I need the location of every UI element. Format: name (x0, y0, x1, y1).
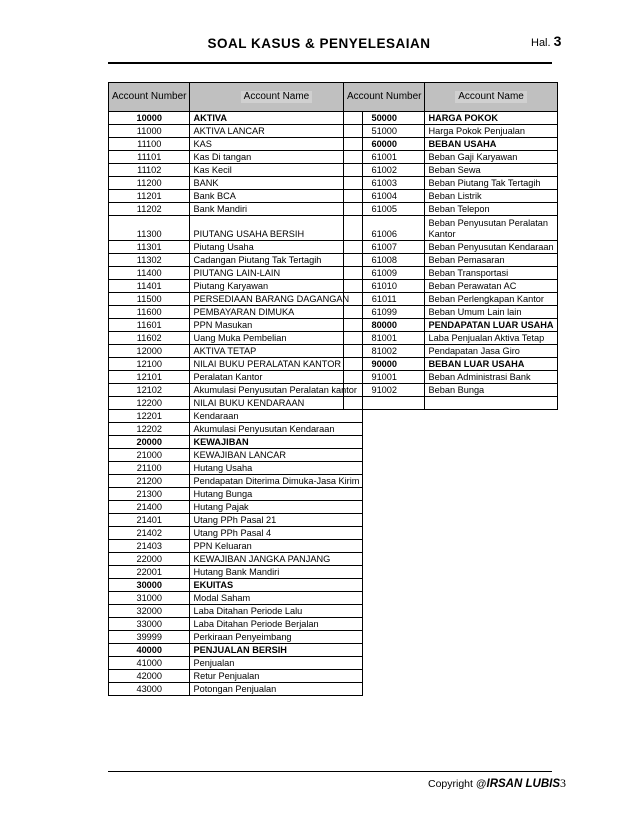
table-row (109, 579, 363, 592)
table-row (109, 436, 363, 449)
table-row (109, 540, 363, 553)
table-row (344, 151, 558, 164)
account-name-cell: KEWAJIBAN (190, 436, 363, 449)
account-number-cell: 21200 (109, 475, 190, 488)
account-number-cell: 61011 (344, 293, 425, 306)
accounts-table-right (343, 82, 558, 410)
account-number-cell: 33000 (109, 618, 190, 631)
account-number-cell: 21403 (109, 540, 190, 553)
table-row (109, 138, 363, 151)
table-row (344, 203, 558, 216)
account-number-cell: 81002 (344, 345, 425, 358)
table-row (344, 293, 558, 306)
account-number-cell: 11102 (109, 164, 190, 177)
account-name-cell: Beban Pemasaran (425, 254, 557, 267)
table-row (109, 475, 363, 488)
account-number-cell: 61008 (344, 254, 425, 267)
account-number-cell: 11400 (109, 267, 190, 280)
account-name-cell: PIUTANG USAHA BERSIH (190, 216, 363, 241)
account-name-cell: Cadangan Piutang Tak Tertagih (190, 254, 363, 267)
copyright (428, 778, 560, 790)
table-row (344, 384, 558, 397)
account-name-cell: Bank BCA (190, 190, 363, 203)
account-number-cell: 11300 (109, 216, 190, 241)
table-row (344, 397, 558, 410)
account-number-cell: 11500 (109, 293, 190, 306)
account-name-cell: Bank Mandiri (190, 203, 363, 216)
table-row (109, 397, 363, 410)
table-row (109, 280, 363, 293)
account-name-cell: Kendaraan (190, 410, 363, 423)
account-name-cell: BEBAN USAHA (425, 138, 557, 151)
table-row (109, 527, 363, 540)
account-name-cell: PEMBAYARAN DIMUKA (190, 306, 363, 319)
table-row (109, 683, 363, 696)
account-name-cell: Potongan Penjualan (190, 683, 363, 696)
account-name-cell: Beban Administrasi Bank (425, 371, 557, 384)
page-indicator (531, 33, 561, 49)
account-name-cell: Hutang Pajak (190, 501, 363, 514)
accounts-table-left (108, 82, 363, 696)
account-number-cell: 90000 (344, 358, 425, 371)
account-number-cell: 91001 (344, 371, 425, 384)
table-row (344, 319, 558, 332)
table-row (109, 566, 363, 579)
table-row (109, 151, 363, 164)
account-number-cell: 61007 (344, 241, 425, 254)
account-number-cell: 12102 (109, 384, 190, 397)
table-row (109, 657, 363, 670)
table-row (109, 332, 363, 345)
account-number-cell: 91002 (344, 384, 425, 397)
account-number-cell: 20000 (109, 436, 190, 449)
account-number-cell: 11601 (109, 319, 190, 332)
account-number-cell: 21000 (109, 449, 190, 462)
table-row (109, 306, 363, 319)
table-row (109, 618, 363, 631)
account-number-cell: 12200 (109, 397, 190, 410)
account-name-cell: KAS (190, 138, 363, 151)
account-name-cell: Akumulasi Penyusutan Peralatan kantor (190, 384, 363, 397)
account-name-cell: Beban Piutang Tak Tertagih (425, 177, 557, 190)
account-number-cell: 61009 (344, 267, 425, 280)
table-row (109, 203, 363, 216)
account-name-cell: NILAI BUKU KENDARAAN (190, 397, 363, 410)
table-row (109, 345, 363, 358)
account-name-cell: Laba Ditahan Periode Berjalan (190, 618, 363, 631)
account-name-cell: Piutang Karyawan (190, 280, 363, 293)
table-header-row (109, 83, 363, 112)
account-number-cell: 12202 (109, 423, 190, 436)
account-number-cell: 21100 (109, 462, 190, 475)
header-divider (108, 62, 552, 64)
account-number-cell: 22000 (109, 553, 190, 566)
account-name-cell: KEWAJIBAN LANCAR (190, 449, 363, 462)
page-title: SOAL KASUS & PENYELESAIAN (207, 36, 431, 51)
account-number-cell: 21402 (109, 527, 190, 540)
table-row (344, 164, 558, 177)
account-name-cell: Kas Kecil (190, 164, 363, 177)
account-name-cell: PPN Keluaran (190, 540, 363, 553)
account-name-cell: Retur Penjualan (190, 670, 363, 683)
account-name-cell: Beban Listrik (425, 190, 557, 203)
account-number-header: Account Number (344, 83, 425, 112)
account-number-cell: 42000 (109, 670, 190, 683)
account-name-cell: BEBAN LUAR USAHA (425, 358, 557, 371)
account-number-cell: 11301 (109, 241, 190, 254)
account-number-cell: 10000 (109, 112, 190, 125)
account-name-cell: Beban Penyusutan Peralatan Kantor (425, 216, 557, 241)
table-row (109, 592, 363, 605)
account-name-cell: AKTIVA LANCAR (190, 125, 363, 138)
account-name-cell: Pendapatan Jasa Giro (425, 345, 557, 358)
account-name-cell: Beban Sewa (425, 164, 557, 177)
account-number-cell: 11101 (109, 151, 190, 164)
account-number-cell: 61010 (344, 280, 425, 293)
account-number-cell: 61005 (344, 203, 425, 216)
table-row (109, 164, 363, 177)
table-row (109, 267, 363, 280)
account-number-header: Account Number (109, 83, 190, 112)
table-row (344, 112, 558, 125)
table-row (109, 112, 363, 125)
table-row (109, 319, 363, 332)
account-name-cell: PIUTANG LAIN-LAIN (190, 267, 363, 280)
table-row (344, 332, 558, 345)
footer-page-number: 3 (560, 776, 566, 790)
account-name-cell: BANK (190, 177, 363, 190)
table-row (344, 371, 558, 384)
account-number-cell: 21400 (109, 501, 190, 514)
account-name-cell: PERSEDIAAN BARANG DAGANGAN (190, 293, 363, 306)
account-name-cell (425, 397, 557, 410)
account-number-cell: 51000 (344, 125, 425, 138)
account-name-cell: AKTIVA (190, 112, 363, 125)
table-row (344, 280, 558, 293)
table-row (109, 358, 363, 371)
copyright-prefix: Copyright @ (428, 778, 487, 790)
account-number-cell: 11600 (109, 306, 190, 319)
table-row (109, 125, 363, 138)
account-number-cell: 61004 (344, 190, 425, 203)
footer-divider (108, 771, 552, 772)
account-name-cell: Beban Transportasi (425, 267, 557, 280)
account-number-cell (344, 397, 425, 410)
table-row (109, 631, 363, 644)
account-name-cell: Peralatan Kantor (190, 371, 363, 384)
account-number-cell: 61099 (344, 306, 425, 319)
account-number-cell: 60000 (344, 138, 425, 151)
account-number-cell: 61001 (344, 151, 425, 164)
account-name-cell: Laba Ditahan Periode Lalu (190, 605, 363, 618)
account-name-cell: Hutang Usaha (190, 462, 363, 475)
account-number-cell: 11000 (109, 125, 190, 138)
table-row (109, 605, 363, 618)
account-number-cell: 30000 (109, 579, 190, 592)
accounts-right-body (344, 112, 558, 410)
table-row (109, 488, 363, 501)
account-number-cell: 11302 (109, 254, 190, 267)
account-number-cell: 11602 (109, 332, 190, 345)
account-number-cell: 31000 (109, 592, 190, 605)
account-name-cell: Perkiraan Penyeimbang (190, 631, 363, 644)
table-row (344, 138, 558, 151)
account-number-cell: 21300 (109, 488, 190, 501)
table-row (344, 306, 558, 319)
account-name-cell: Uang Muka Pembelian (190, 332, 363, 345)
account-name-header: Account Name (425, 83, 557, 112)
account-name-cell: Harga Pokok Penjualan (425, 125, 557, 138)
account-number-cell: 22001 (109, 566, 190, 579)
account-name-cell: Pendapatan Diterima Dimuka-Jasa Kirim (190, 475, 363, 488)
table-row (109, 254, 363, 267)
table-row (344, 177, 558, 190)
table-row (109, 216, 363, 241)
copyright-author: IRSAN LUBIS (486, 778, 560, 790)
account-name-cell: NILAI BUKU PERALATAN KANTOR (190, 358, 363, 371)
account-name-cell: HARGA POKOK (425, 112, 557, 125)
account-number-cell: 40000 (109, 644, 190, 657)
account-number-cell: 61003 (344, 177, 425, 190)
table-row (109, 241, 363, 254)
table-row (109, 177, 363, 190)
table-row (344, 345, 558, 358)
account-name-cell: Hutang Bank Mandiri (190, 566, 363, 579)
table-row (109, 644, 363, 657)
table-row (344, 216, 558, 241)
account-number-cell: 11100 (109, 138, 190, 151)
account-name-cell: Modal Saham (190, 592, 363, 605)
account-name-cell: Beban Penyusutan Kendaraan (425, 241, 557, 254)
accounts-left-body (109, 112, 363, 696)
table-row (109, 293, 363, 306)
account-number-cell: 61002 (344, 164, 425, 177)
account-name-cell: Beban Bunga (425, 384, 557, 397)
account-name-cell: AKTIVA TETAP (190, 345, 363, 358)
table-row (109, 371, 363, 384)
table-row (344, 125, 558, 138)
account-number-cell: 50000 (344, 112, 425, 125)
table-row (344, 267, 558, 280)
account-number-cell: 11202 (109, 203, 190, 216)
account-name-cell: Beban Perlengkapan Kantor (425, 293, 557, 306)
account-number-cell: 41000 (109, 657, 190, 670)
account-number-cell: 43000 (109, 683, 190, 696)
account-name-cell: KEWAJIBAN JANGKA PANJANG (190, 553, 363, 566)
account-name-cell: Utang PPh Pasal 21 (190, 514, 363, 527)
account-number-cell: 61006 (344, 216, 425, 241)
account-name-header: Account Name (190, 83, 363, 112)
account-number-cell: 12201 (109, 410, 190, 423)
account-name-cell: Beban Gaji Karyawan (425, 151, 557, 164)
account-name-cell: Penjualan (190, 657, 363, 670)
account-name-cell: Hutang Bunga (190, 488, 363, 501)
page-number: 3 (553, 33, 562, 49)
account-number-cell: 32000 (109, 605, 190, 618)
table-row (109, 501, 363, 514)
table-row (344, 254, 558, 267)
table-row (109, 449, 363, 462)
account-number-cell: 21401 (109, 514, 190, 527)
table-row (109, 423, 363, 436)
account-number-cell: 11401 (109, 280, 190, 293)
table-row (109, 670, 363, 683)
account-name-cell: Piutang Usaha (190, 241, 363, 254)
page-prefix: Hal. (531, 37, 551, 49)
account-number-cell: 81001 (344, 332, 425, 345)
table-row (109, 410, 363, 423)
account-number-cell: 11200 (109, 177, 190, 190)
table-row (109, 553, 363, 566)
table-row (344, 190, 558, 203)
account-number-cell: 39999 (109, 631, 190, 644)
table-row (109, 514, 363, 527)
account-name-cell: Akumulasi Penyusutan Kendaraan (190, 423, 363, 436)
account-name-cell: Beban Perawatan AC (425, 280, 557, 293)
account-name-cell: PENDAPATAN LUAR USAHA (425, 319, 557, 332)
account-number-cell: 12000 (109, 345, 190, 358)
table-header-row (344, 83, 558, 112)
table-row (344, 358, 558, 371)
account-number-cell: 80000 (344, 319, 425, 332)
account-name-cell: PENJUALAN BERSIH (190, 644, 363, 657)
table-row (109, 384, 363, 397)
account-name-cell: PPN Masukan (190, 319, 363, 332)
account-number-cell: 12100 (109, 358, 190, 371)
account-number-cell: 11201 (109, 190, 190, 203)
account-number-cell: 12101 (109, 371, 190, 384)
account-name-cell: Beban Umum Lain lain (425, 306, 557, 319)
table-row (344, 241, 558, 254)
table-row (109, 462, 363, 475)
account-name-cell: Laba Penjualan Aktiva Tetap (425, 332, 557, 345)
account-name-cell: Beban Telepon (425, 203, 557, 216)
account-name-cell: EKUITAS (190, 579, 363, 592)
table-row (109, 190, 363, 203)
account-name-cell: Kas Di tangan (190, 151, 363, 164)
account-name-cell: Utang PPh Pasal 4 (190, 527, 363, 540)
